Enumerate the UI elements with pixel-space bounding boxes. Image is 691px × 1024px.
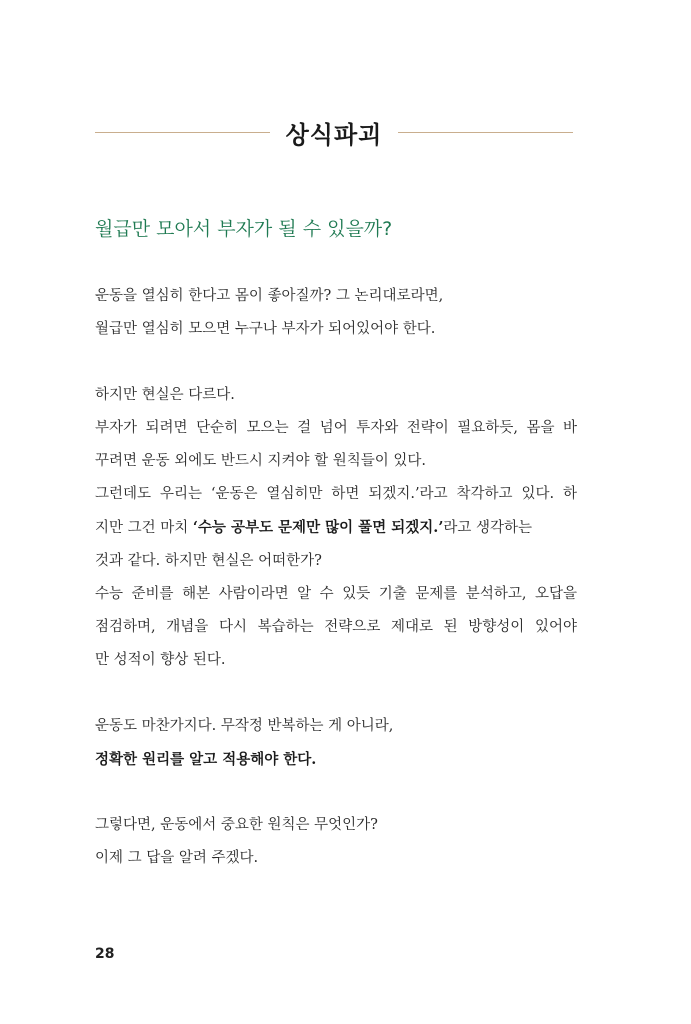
text-line: 것과 같다. 하지만 현실은 어떠한가? xyxy=(95,553,322,569)
text-line: 운동을 열심히 한다고 몸이 좋아질까? 그 논리대로라면, xyxy=(95,288,444,304)
emphasis-text: ‘수능 공부도 문제만 많이 풀면 되겠지.’ xyxy=(192,519,444,536)
text-fragment: 라고 생각하는 xyxy=(443,520,533,536)
text-line: 꾸려면 운동 외에도 반드시 지켜야 할 원칙들이 있다. xyxy=(95,453,427,469)
page-number: 28 xyxy=(95,946,115,962)
header-rule-left xyxy=(95,132,270,133)
text-line: 만 성적이 향상 된다. xyxy=(95,652,226,668)
paragraph-2 xyxy=(95,379,577,677)
section-header xyxy=(95,112,573,152)
subtitle-question: 월급만 모아서 부자가 될 수 있을까? xyxy=(95,218,393,240)
text-line-mixed xyxy=(95,511,577,545)
paragraph-3 xyxy=(95,710,577,776)
text-fragment: 지만 그건 마치 xyxy=(95,520,193,536)
text-line: 그렇다면, 운동에서 중요한 원칙은 무엇인가? xyxy=(95,817,378,833)
text-line: 운동도 마찬가지다. 무작정 반복하는 게 아니라, xyxy=(95,718,394,734)
body-text xyxy=(95,280,577,875)
paragraph-4 xyxy=(95,809,577,875)
text-line: 부자가 되려면 단순히 모으는 걸 넘어 투자와 전략이 필요하듯, 몸을 바 xyxy=(95,420,577,436)
text-line: 하지만 현실은 다르다. xyxy=(95,387,235,403)
section-title: 상식파괴 xyxy=(285,120,383,149)
text-line: 수능 준비를 해본 사람이라면 알 수 있듯 기출 문제를 분석하고, 오답을 xyxy=(95,586,577,602)
text-line: 월급만 열심히 모으면 누구나 부자가 되어있어야 한다. xyxy=(95,321,436,337)
text-line: 이제 그 답을 알려 주겠다. xyxy=(95,850,259,866)
text-line: 점검하며, 개념을 다시 복습하는 전략으로 제대로 된 방향성이 있어야 xyxy=(95,619,577,635)
text-line: 그런데도 우리는 ‘운동은 열심히만 하면 되겠지.’라고 착각하고 있다. 하 xyxy=(95,486,577,502)
header-rule-right xyxy=(398,132,573,133)
paragraph-1 xyxy=(95,280,577,346)
emphasis-line: 정확한 원리를 알고 적용해야 한다. xyxy=(95,751,317,768)
